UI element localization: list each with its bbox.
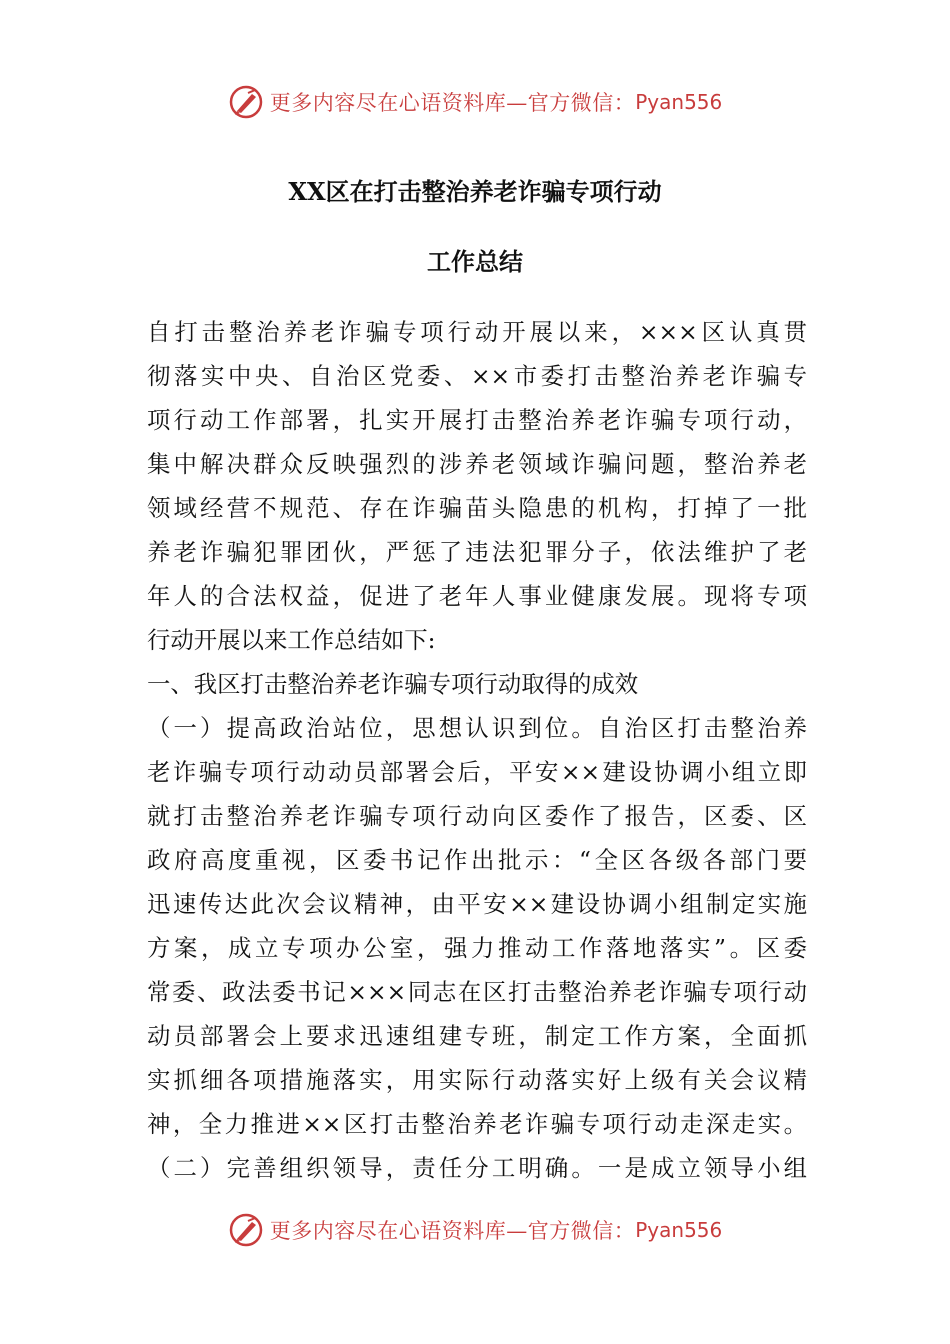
body-line: 项行动工作部署，扎实开展打击整治养老诈骗专项行动， xyxy=(147,406,807,434)
body-line: 迅速传达此次会议精神，由平安××建设协调小组制定实施 xyxy=(147,890,807,918)
body-line: 实抓细各项措施落实，用实际行动落实好上级有关会议精 xyxy=(147,1066,807,1094)
watermark-wechat-id: Pyan556 xyxy=(635,1218,723,1242)
body-line: 神，全力推进××区打击整治养老诈骗专项行动走深走实。 xyxy=(147,1110,807,1138)
pen-logo-icon xyxy=(228,1212,264,1248)
document-subtitle: 工作总结 xyxy=(427,247,523,276)
body-line: 老诈骗专项行动动员部署会后，平安××建设协调小组立即 xyxy=(147,758,807,786)
pen-logo-icon xyxy=(228,84,264,120)
watermark-header xyxy=(0,82,950,122)
watermark-footer xyxy=(0,1210,950,1250)
body-line: 自打击整治养老诈骗专项行动开展以来，×××区认真贯 xyxy=(147,318,807,346)
body-line: 就打击整治养老诈骗专项行动向区委作了报告，区委、区 xyxy=(147,802,807,830)
document-body xyxy=(147,310,807,1190)
body-line: （一）提高政治站位，思想认识到位。自治区打击整治养 xyxy=(147,714,807,742)
watermark-text: 更多内容尽在心语资料库—官方微信： xyxy=(269,1219,636,1243)
section-heading: 一、我区打击整治养老诈骗专项行动取得的成效 xyxy=(147,670,639,698)
body-line: 领域经营不规范、存在诈骗苗头隐患的机构，打掉了一批 xyxy=(147,494,807,522)
body-line: 政府高度重视，区委书记作出批示：“全区各级各部门要 xyxy=(147,846,807,874)
body-line: 动员部署会上要求迅速组建专班，制定工作方案，全面抓 xyxy=(147,1022,807,1050)
body-line: 行动开展以来工作总结如下: xyxy=(147,626,436,654)
body-line: 常委、政法委书记×××同志在区打击整治养老诈骗专项行动 xyxy=(147,978,807,1006)
body-line: 方案，成立专项办公室，强力推动工作落地落实”。区委 xyxy=(147,934,807,962)
body-line: 年人的合法权益，促进了老年人事业健康发展。现将专项 xyxy=(147,582,807,610)
watermark-wechat-id: Pyan556 xyxy=(635,90,723,114)
document-title: XX区在打击整治养老诈骗专项行动 xyxy=(288,177,662,206)
watermark-text: 更多内容尽在心语资料库—官方微信： xyxy=(269,91,636,115)
body-line: 集中解决群众反映强烈的涉养老领域诈骗问题，整治养老 xyxy=(147,450,807,478)
body-line: 养老诈骗犯罪团伙，严惩了违法犯罪分子，依法维护了老 xyxy=(147,538,807,566)
body-line: （二）完善组织领导，责任分工明确。一是成立领导小组 xyxy=(147,1154,807,1182)
body-line: 彻落实中央、自治区党委、××市委打击整治养老诈骗专 xyxy=(147,362,807,390)
